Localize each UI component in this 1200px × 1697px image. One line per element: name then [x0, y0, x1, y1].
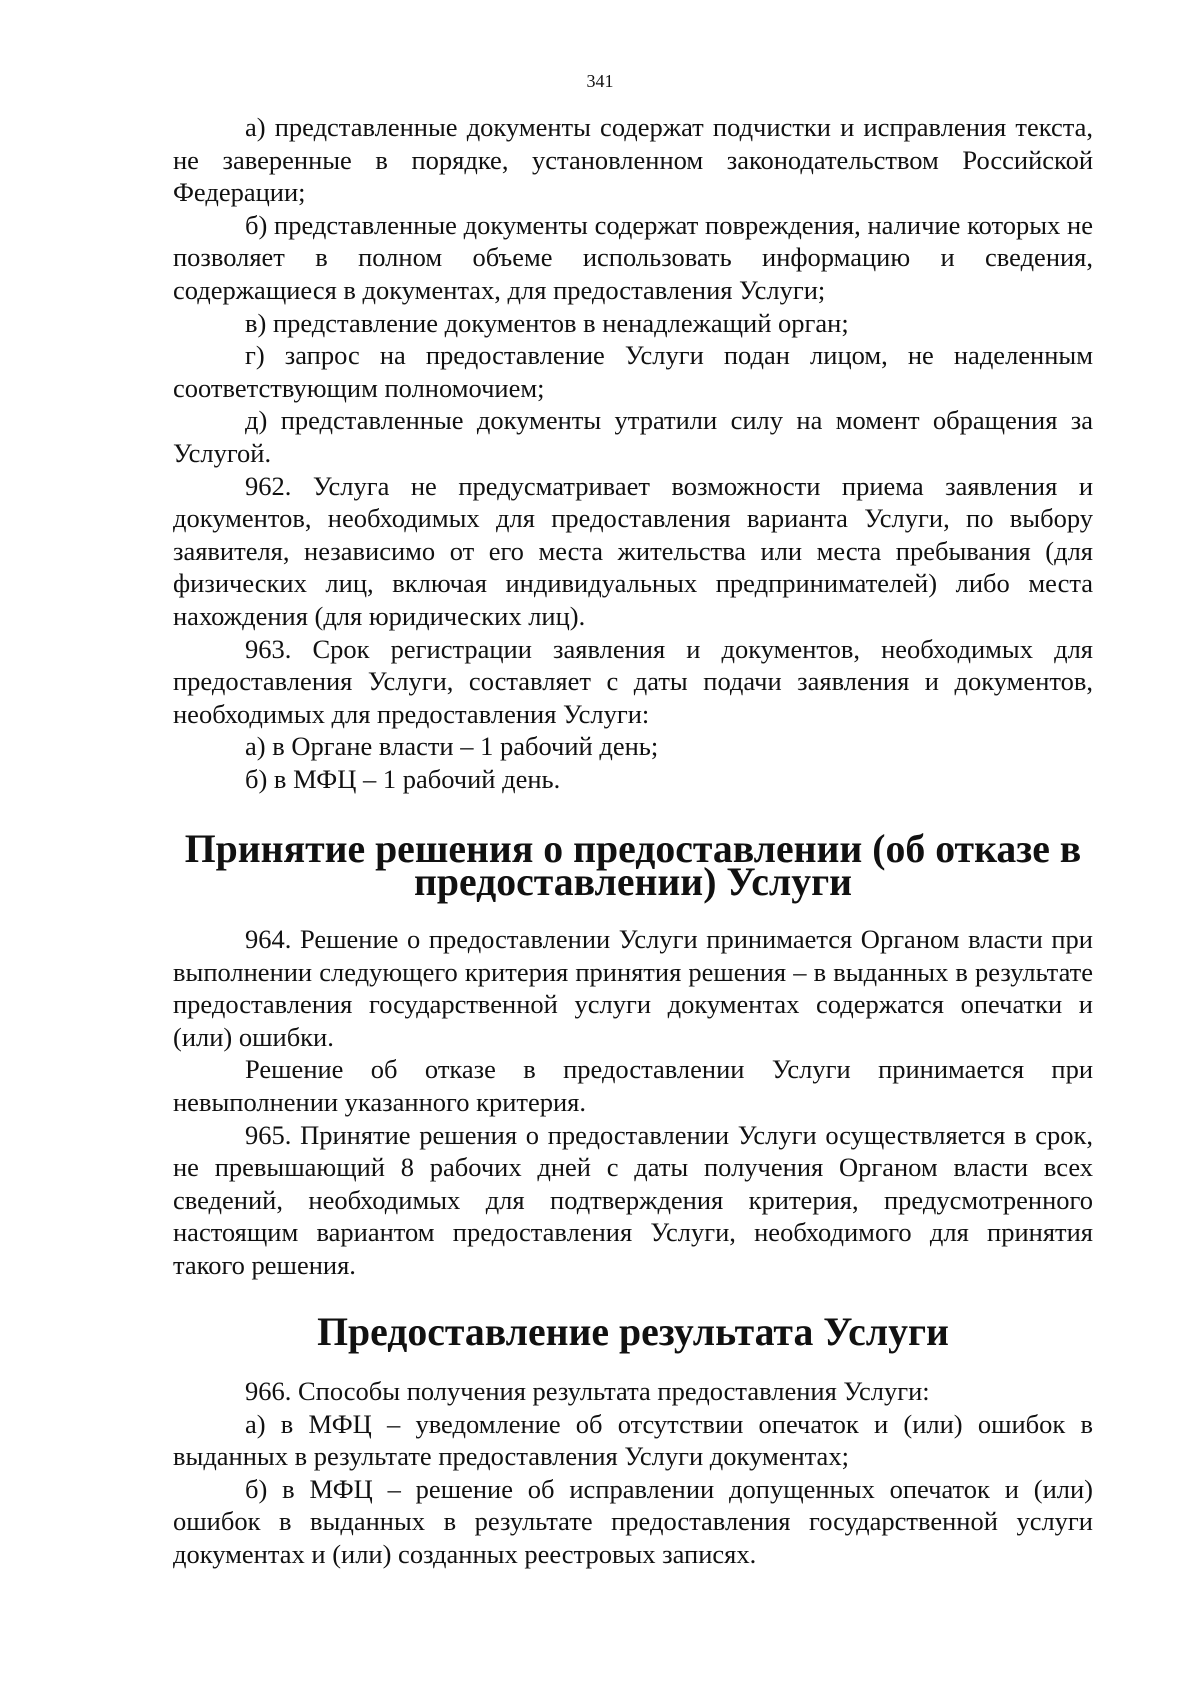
- paragraph-g-no-authority: г) запрос на предоставление Услуги подан лицом, не наделенным соответствующим полномочием;: [173, 340, 1093, 403]
- top-text-block: [173, 111, 1093, 795]
- section-heading-decision: Принятие решения о предоставлении (об отказе в предоставлении) Услуги: [184, 827, 1082, 904]
- paragraph-966-a: а) в МФЦ – уведомление об отсутствии опечаток и (или) ошибок в выданных в результате предоставления Услуги документах;: [173, 1408, 1093, 1472]
- paragraph-b-damage: б) представленные документы содержат повреждения, наличие которых не позволяет в полном объеме использовать информацию и сведения, содержащиеся в документах, для предоставления Услуги;: [173, 209, 1093, 305]
- paragraph-964: 964. Решение о предоставлении Услуги принимается Органом власти при выполнении следующего критерия принятия решения – в выданных в результате предоставления государственной услуги документах содержатся опечатки и (или) ошибки.: [173, 924, 1093, 1052]
- paragraph-a-corrections: а) представленные документы содержат подчистки и исправления текста, не заверенные в порядке, установленном законодательством Российской Федерации;: [173, 112, 1093, 208]
- middle-text-block: [173, 923, 1093, 1282]
- paragraph-966-b: б) в МФЦ – решение об исправлении допущенных опечаток и (или) ошибок в выданных в результате предоставления государственной услуги документах и (или) созданных реестровых записях.: [173, 1473, 1093, 1569]
- paragraph-v-wrong-body: в) представление документов в ненадлежащий орган;: [245, 307, 849, 338]
- page-number: 341: [586, 71, 614, 91]
- paragraph-966: 966. Способы получения результата предоставления Услуги:: [245, 1376, 930, 1406]
- section-heading-result: Предоставление результата Услуги: [317, 1310, 949, 1354]
- paragraph-d-expired: д) представленные документы утратили силу на момент обращения за Услугой.: [173, 405, 1093, 468]
- paragraph-962: 962. Услуга не предусматривает возможности приема заявления и документов, необходимых для предоставления варианта Услуги, по выбору заявителя, независимо от его места жительства или места пребывания (для физических лиц, включая индивидуальных предпринимателей) либо места нахождения (для юридических лиц).: [173, 470, 1093, 631]
- bottom-text-block: [173, 1375, 1093, 1571]
- paragraph-965: 965. Принятие решения о предоставлении Услуги осуществляется в срок, не превышающий 8 рабочих дней с даты получения Органом власти всех сведений, необходимых для подтверждения критерия, предусмотренного настоящим вариантом предоставления Услуги, необходимого для принятия такого решения.: [173, 1119, 1093, 1280]
- paragraph-963-a: а) в Органе власти – 1 рабочий день;: [245, 731, 659, 762]
- paragraph-refusal: Решение об отказе в предоставлении Услуги принимается при невыполнении указанного критерия.: [173, 1054, 1093, 1117]
- paragraph-963: 963. Срок регистрации заявления и документов, необходимых для предоставления Услуги, составляет с даты подачи заявления и документов, необходимых для предоставления Услуги:: [173, 633, 1093, 729]
- paragraph-963-b: б) в МФЦ – 1 рабочий день.: [245, 763, 561, 794]
